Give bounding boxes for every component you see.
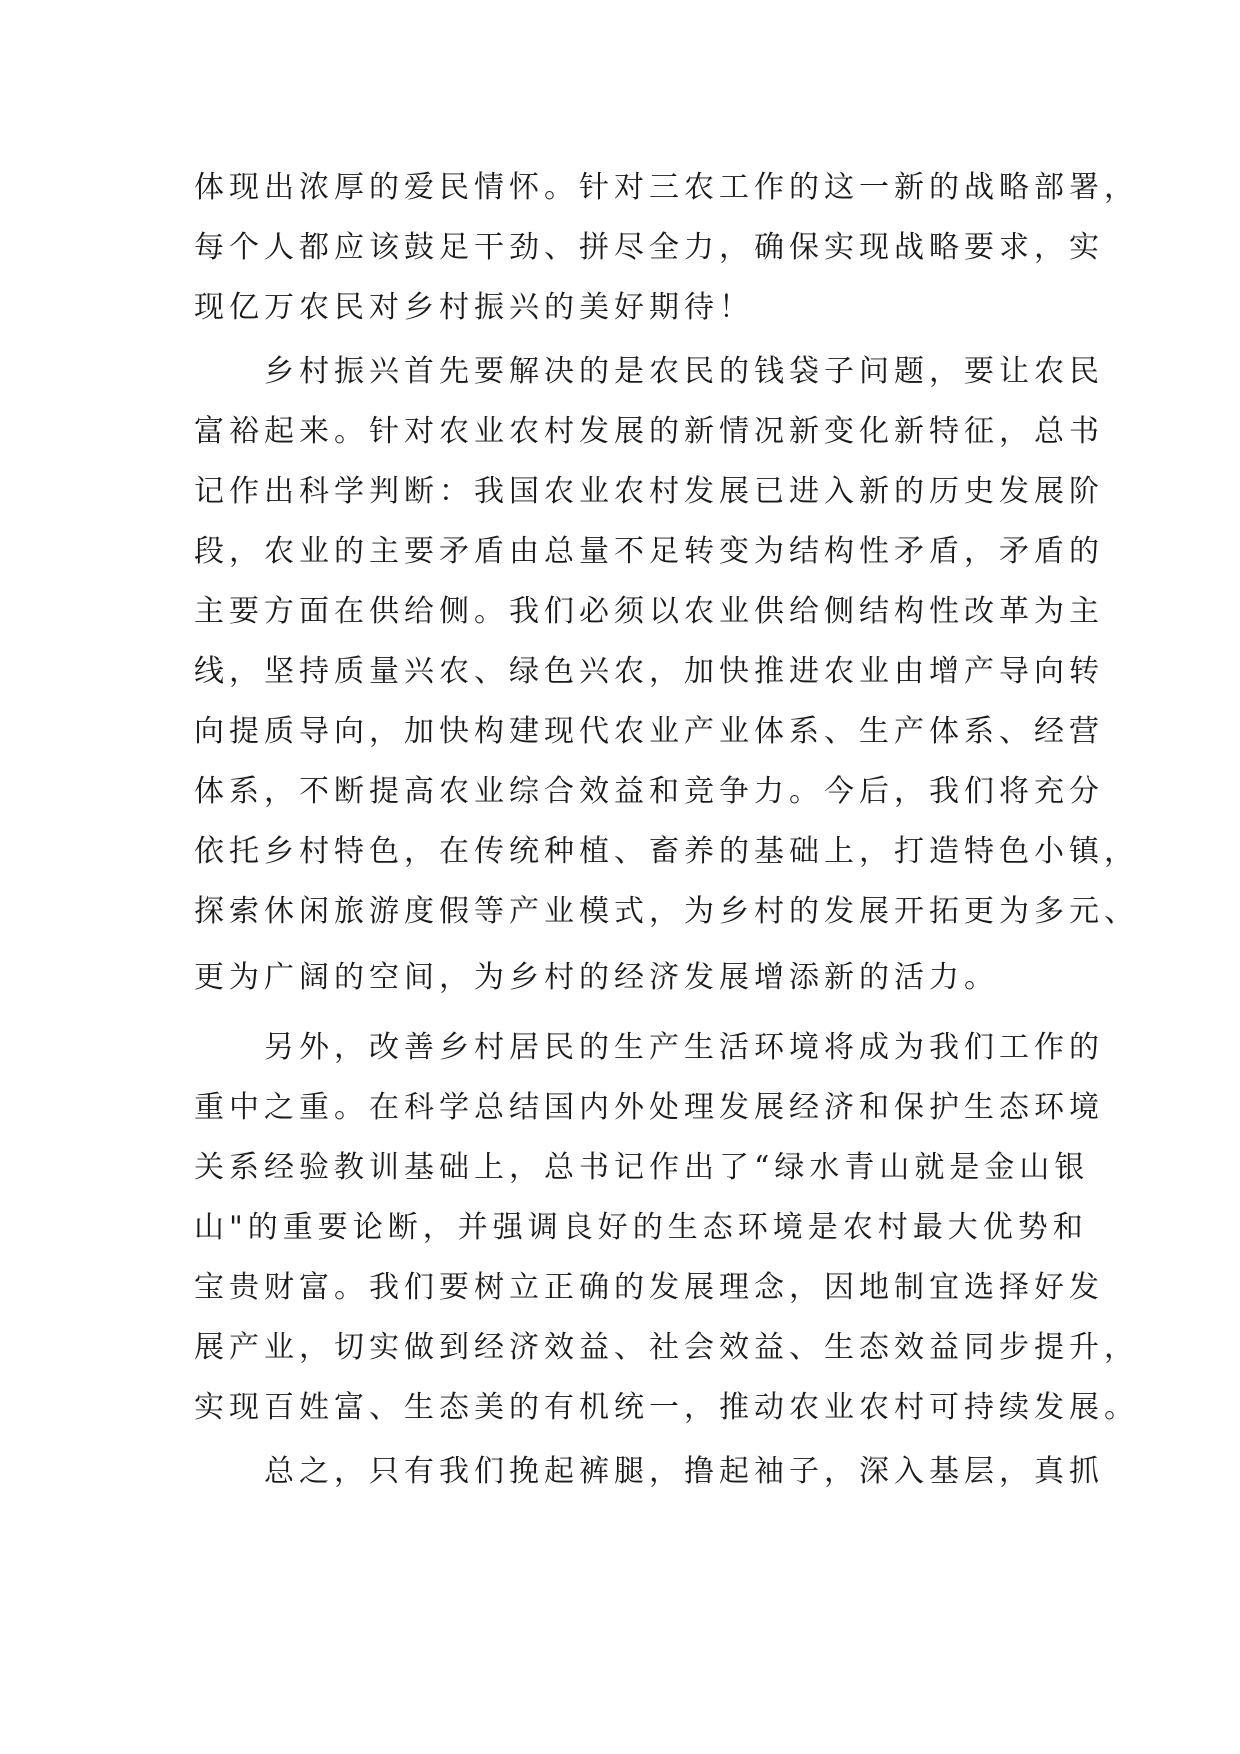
text-line: 关系经验教训基础上，总书记作出了“绿水青山就是金山银 [194, 1150, 1090, 1185]
text-line: 向提质导向，加快构建现代农业产业体系、生产体系、经营 [194, 714, 1104, 749]
text-line: 记作出科学判断：我国农业农村发展已进入新的历史发展阶 [194, 474, 1104, 509]
text-line: 乡村振兴首先要解决的是农民的钱袋子问题，要让农民 [264, 354, 1104, 389]
text-line: 每个人都应该鼓足干劲、拼尽全力，确保实现战略要求，实 [194, 230, 1104, 265]
text-line: 更为广阔的空间，为乡村的经济发展增添新的活力。 [194, 960, 999, 995]
text-line: 主要方面在供给侧。我们必须以农业供给侧结构性改革为主 [194, 594, 1104, 629]
text-line: 段，农业的主要矛盾由总量不足转变为结构性矛盾，矛盾的 [194, 534, 1104, 569]
text-line: 富裕起来。针对农业农村发展的新情况新变化新特征，总书 [194, 414, 1104, 449]
text-line: 线，坚持质量兴农、绿色兴农，加快推进农业由增产导向转 [194, 654, 1104, 689]
paragraph-2 [194, 342, 1139, 1008]
text-line: 重中之重。在科学总结国内外处理发展经济和保护生态环境 [194, 1090, 1104, 1125]
text-line: 现亿万农民对乡村振兴的美好期待！ [194, 290, 754, 325]
paragraph-3 [194, 1018, 1139, 1438]
paragraph-4 [194, 1442, 1104, 1502]
text-line: 宝贵财富。我们要树立正确的发展理念，因地制宜选择好发 [194, 1270, 1104, 1305]
text-line: 探索休闲旅游度假等产业模式，为乡村的发展开拓更为多元、 [194, 894, 1139, 929]
text-line: 实现百姓富、生态美的有机统一，推动农业农村可持续发展。 [194, 1390, 1139, 1425]
text-line: 依托乡村特色，在传统种植、畜养的基础上，打造特色小镇， [194, 834, 1139, 869]
text-line: 体现出浓厚的爱民情怀。针对三农工作的这一新的战略部署， [194, 170, 1139, 205]
paragraph-1 [194, 158, 1139, 338]
text-line: 另外，改善乡村居民的生产生活环境将成为我们工作的 [264, 1030, 1104, 1065]
text-line: 山"的重要论断，并强调良好的生态环境是农村最大优势和 [194, 1210, 1088, 1245]
document-body [194, 158, 1139, 1502]
text-line: 总之，只有我们挽起裤腿，撸起袖子，深入基层，真抓 [264, 1454, 1104, 1489]
text-line: 体系，不断提高农业综合效益和竞争力。今后，我们将充分 [194, 774, 1104, 809]
text-line: 展产业，切实做到经济效益、社会效益、生态效益同步提升， [194, 1330, 1139, 1365]
